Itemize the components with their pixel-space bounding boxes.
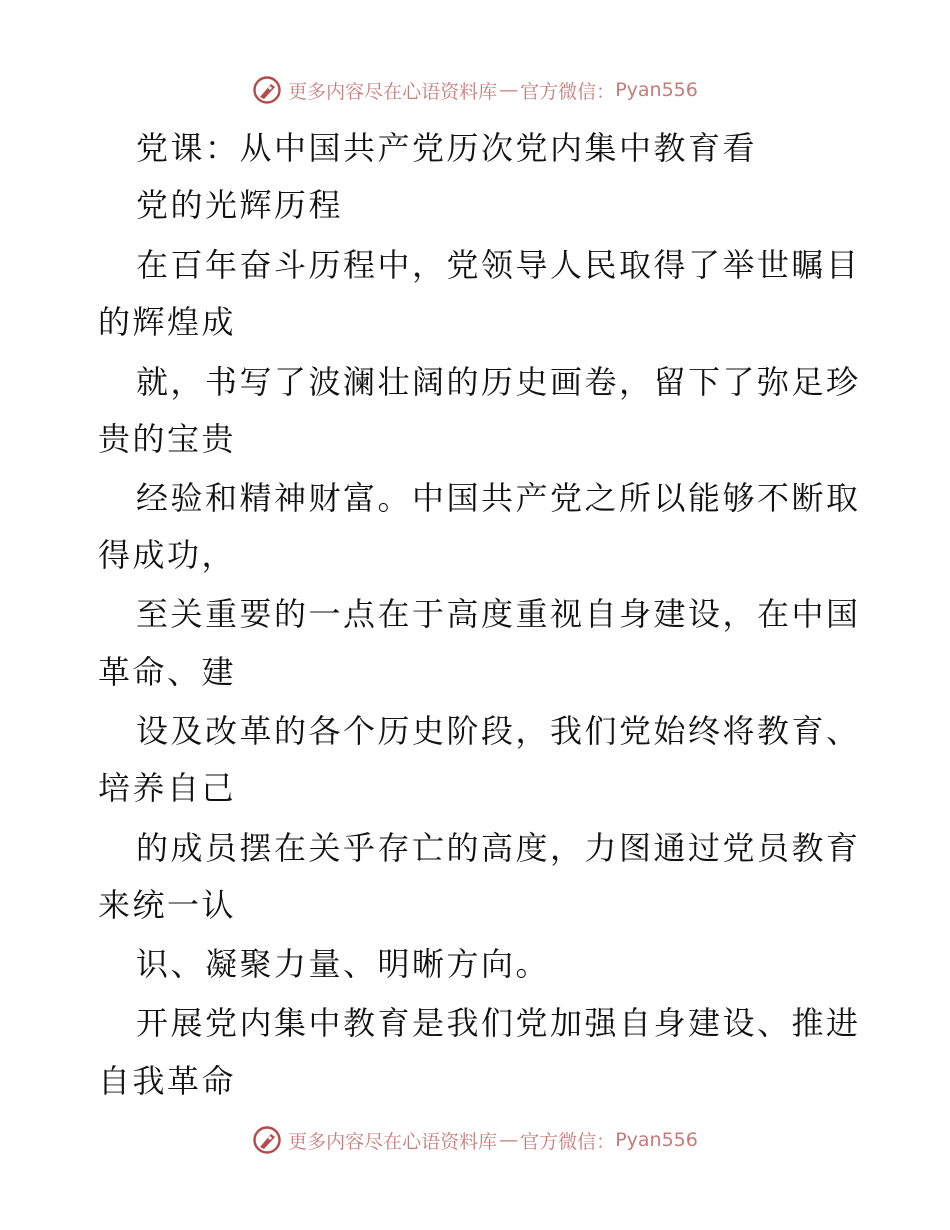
document-text-line: 至关重要的一点在于高度重视自身建设，在中国 (136, 595, 861, 633)
document-text-line: 开展党内集中教育是我们党加强自身建设、推进 (136, 1004, 861, 1042)
watermark-wechat-label: 官方微信： (520, 80, 616, 103)
document-text-line: 的成员摆在关乎存亡的高度，力图通过党员教育 (136, 829, 861, 867)
watermark-separator: — (499, 79, 519, 101)
document-text-line: 设及改革的各个历史阶段，我们党始终将教育、 (136, 712, 861, 750)
document-text-line: 就，书写了波澜壮阔的历史画卷，留下了弥足珍 (136, 363, 861, 401)
watermark-brand-text: 更多内容尽在心语资料库 (288, 1130, 498, 1153)
document-text-line: 在百年奋斗历程中，党领导人民取得了举世瞩目 (136, 246, 861, 284)
document-text-line: 贵的宝贵 (98, 420, 237, 458)
document-text-line: 得成功， (98, 536, 237, 574)
document-text-line: 革命、建 (98, 653, 237, 691)
pen-nib-logo-icon (252, 75, 282, 105)
watermark-wechat-id: Pyan556 (615, 1129, 698, 1151)
watermark-wechat-label: 官方微信： (520, 1130, 616, 1153)
watermark-separator: — (499, 1129, 519, 1151)
document-text-line: 培养自己 (98, 769, 237, 807)
document-text-line: 的辉煌成 (98, 303, 237, 341)
pen-nib-logo-icon (252, 1125, 282, 1155)
document-text-line: 来统一认 (98, 886, 237, 924)
watermark-wechat-id: Pyan556 (615, 79, 698, 101)
watermark-brand-text: 更多内容尽在心语资料库 (288, 80, 498, 103)
document-text-line: 识、凝聚力量、明晰方向。 (136, 945, 551, 983)
watermark-banner-top (0, 70, 950, 110)
document-text-line: 自我革命 (98, 1062, 237, 1100)
watermark-banner-bottom (0, 1120, 950, 1160)
document-title-line-1: 党课：从中国共产党历次党内集中教育看 (136, 129, 758, 167)
document-text-line: 经验和精神财富。中国共产党之所以能够不断取 (136, 479, 861, 517)
document-title-line-2: 党的光辉历程 (136, 186, 344, 224)
